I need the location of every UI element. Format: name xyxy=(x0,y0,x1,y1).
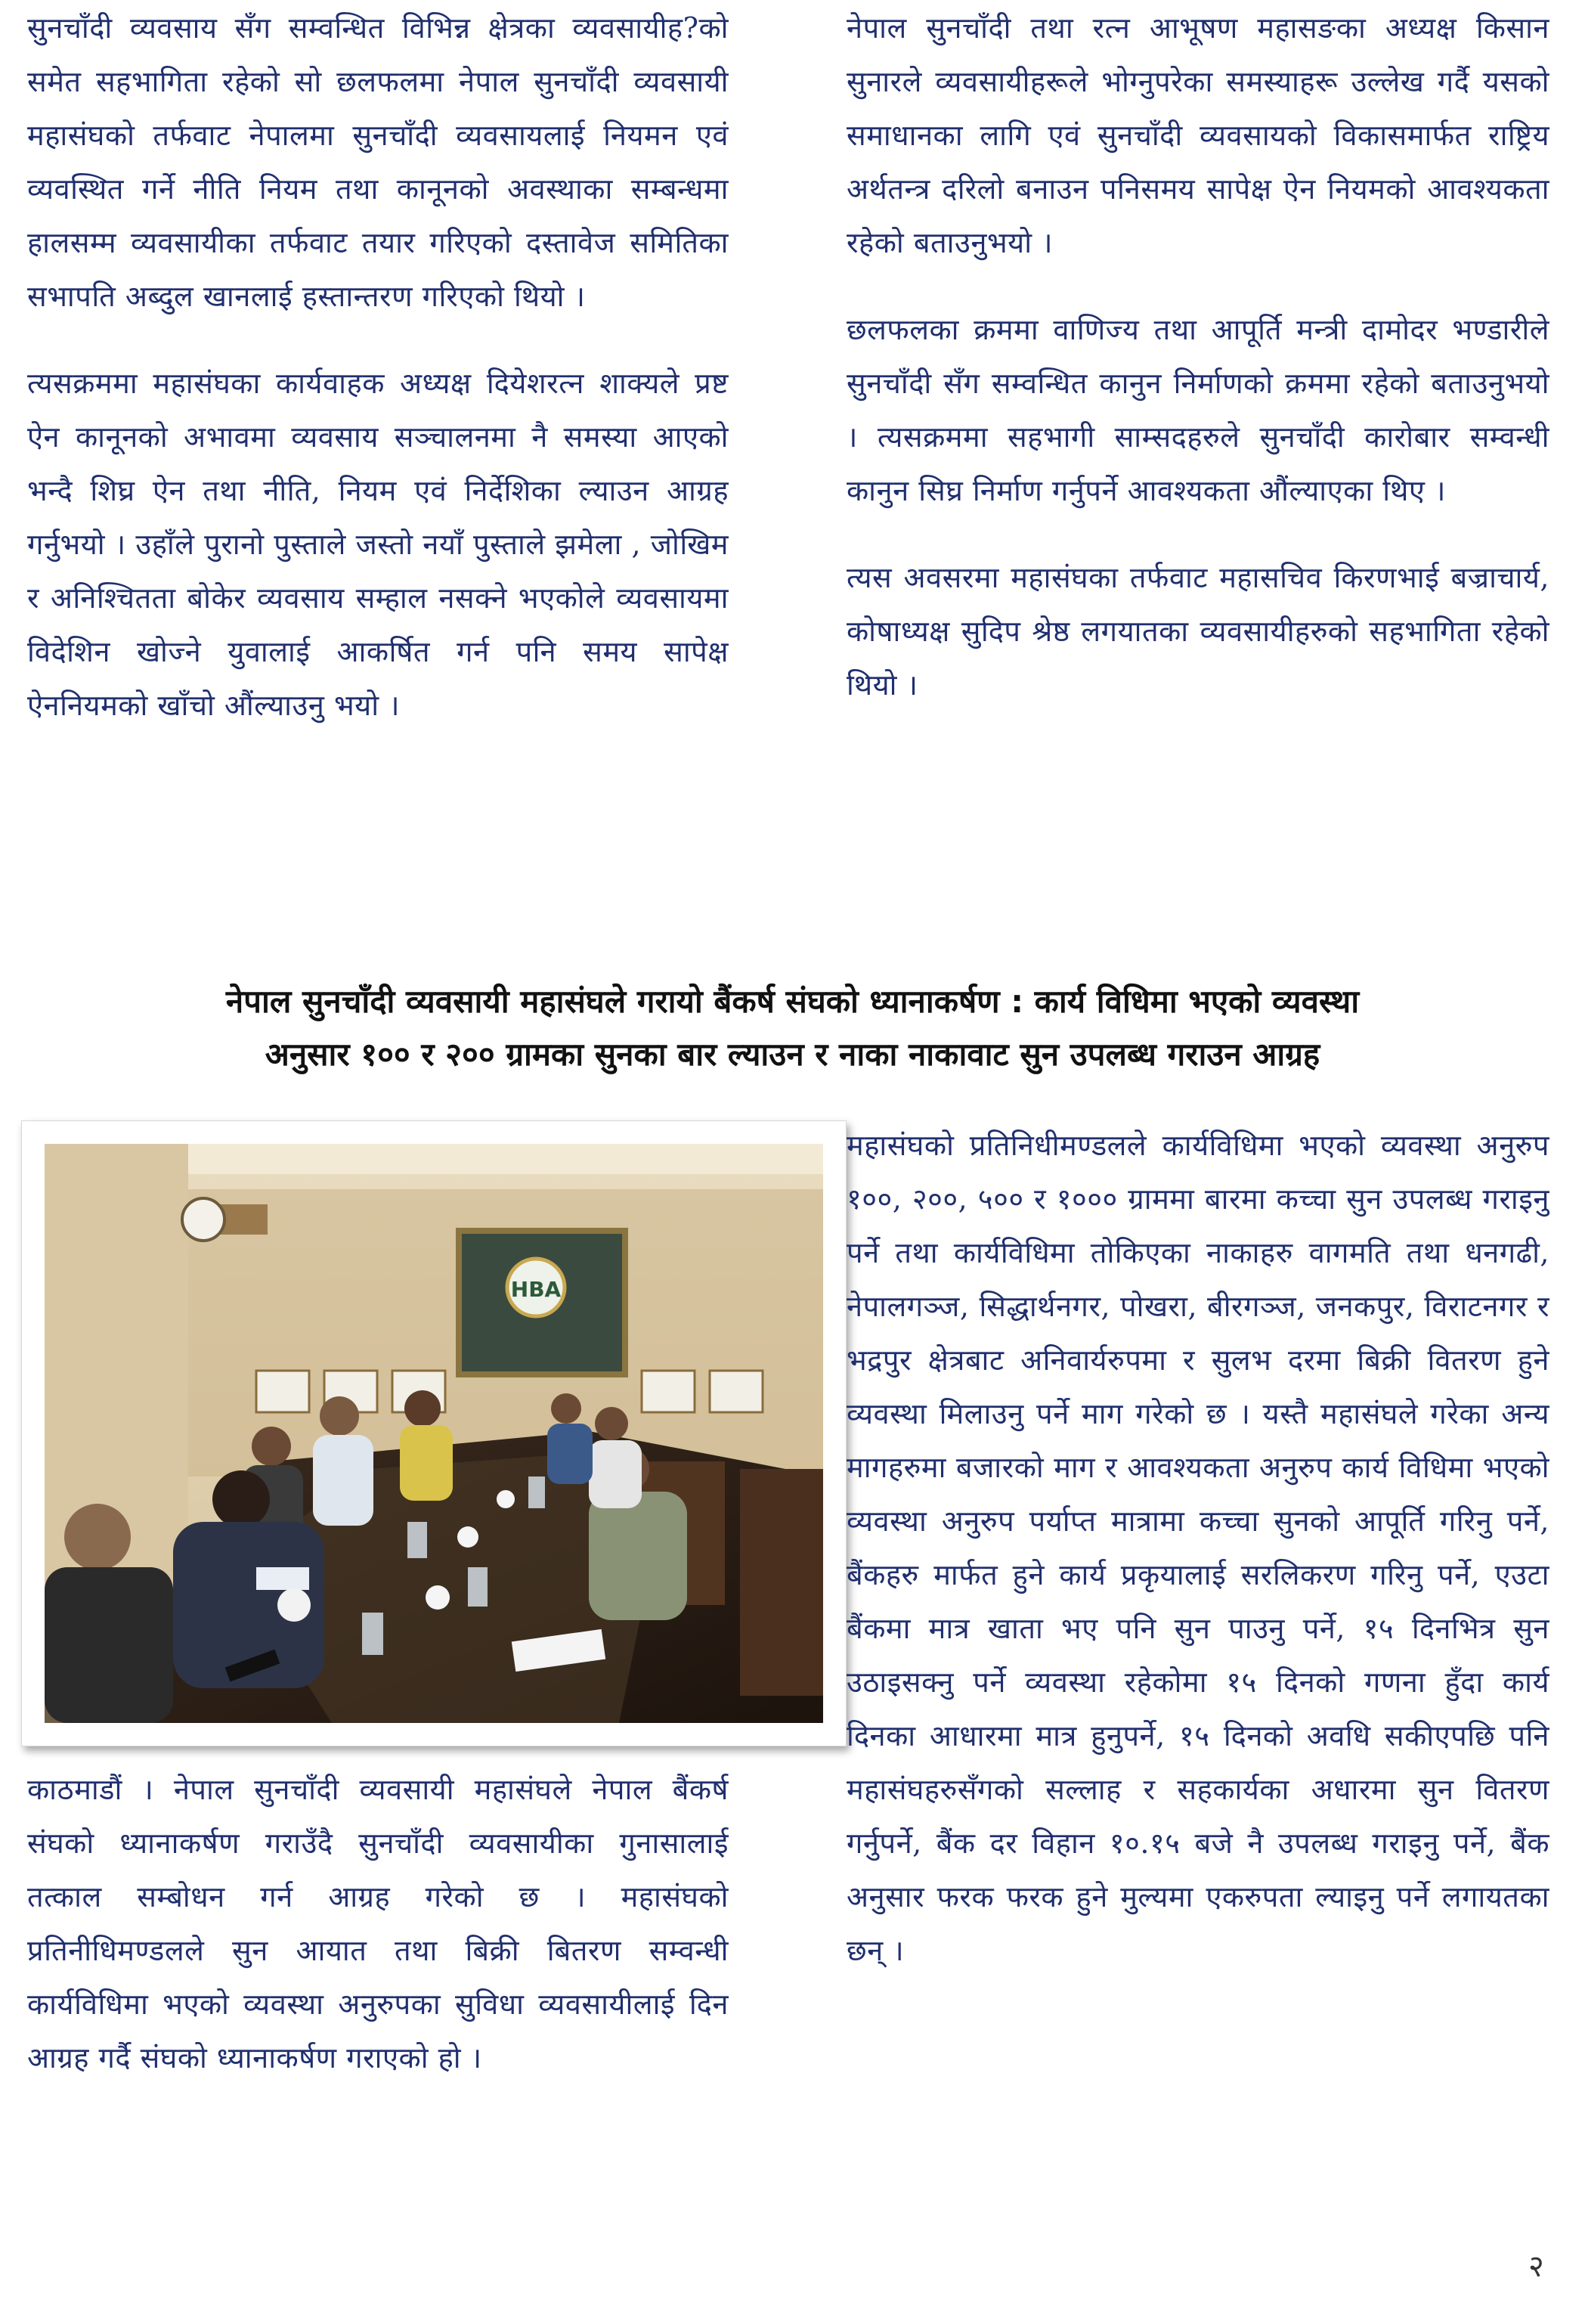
page-number: २ xyxy=(1528,2249,1544,2284)
paragraph: सुनचाँदी व्यवसाय सँग सम्वन्धित विभिन्न क्षेत्रका व्यवसायीह?को समेत सहभागिता रहेको सो छलफलमा नेपाल सुनचाँदी व्यवसायी महासंघको तर्फवाट नेपालमा सुनचाँदी व्यवसायलाई नियमन एवं व्यवस्थित गर्ने नीति नियम तथा कानूनको अवस्थाका सम्बन्धमा हालसम्म व्यवसायीका तर्फवाट तयार गरिएको दस्तावेज समितिका सभापति अब्दुल खानलाई हस्तान्तरण गरिएको थियो । xyxy=(27,11,729,313)
headline-line-1: नेपाल सुनचाँदी व्यवसायी महासंघले गरायो बैंकर्ष संघको ध्यानाकर्षण : कार्य विधिमा भएको व्यवस्था xyxy=(225,983,1360,1020)
meeting-photo xyxy=(45,1144,823,1723)
news-headline xyxy=(27,975,1558,1081)
article-column-bottom-left xyxy=(27,1763,729,2118)
headline-line-2: अनुसार १०० र २०० ग्रामका सुनका बार ल्याउन र नाका नाकावाट सुन उपलब्ध गराउन आग्रह xyxy=(265,1036,1320,1073)
paragraph: त्यसक्रममा महासंघका कार्यवाहक अध्यक्ष दियेशरत्न शाक्यले प्रष्ट ऐन कानूनको अभावमा व्यवसाय सञ्चालनमा नै समस्या आएको भन्दै शिघ्र ऐन तथा नीति, नियम एवं निर्देशिका ल्याउन आग्रह गर्नुभयो । उहाँले पुरानो पुस्ताले जस्तो नयाँ पुस्ताले झमेला , जोखिम र अनिश्चितता बोकेर व्यवसाय सम्हाल नसक्ने भएकोले व्यवसायमा विदेशिन खोज्ने युवालाई आकर्षित गर्न पनि समय सापेक्ष ऐननियमको खाँचो औंल्याउनु भयो । xyxy=(27,367,729,722)
paragraph: महासंघको प्रतिनिधीमण्डलले कार्यविधिमा भएको व्यवस्था अनुरुप १००, २००, ५०० र १००० ग्राममा बारमा कच्चा सुन उपलब्ध गराइनु पर्ने तथा कार्यविधिमा तोकिएका नाकाहरु वागमति तथा धनगढी, नेपालगञ्ज, सिद्धार्थनगर, पोखरा, बीरगञ्ज, जनकपुर, विराटनगर र भद्रपुर क्षेत्रबाट अनिवार्यरुपमा र सुलभ दरमा बिक्री वितरण हुने व्यवस्था मिलाउनु पर्ने माग गरेको छ । यस्तै महासंघले गरेका अन्य मागहरुमा बजारको माग र आवश्यकता अनुरुप कार्य विधिमा भएको व्यवस्था अनुरुप पर्याप्त मात्रामा कच्चा सुनको आपूर्ति गरिनु पर्ने, बैंकहरु मार्फत हुने कार्य प्रकृयालाई सरलिकरण गरिनु पर्ने, एउटा बैंकमा मात्र खाता भए पनि सुन पाउनु पर्ने, १५ दिनभित्र सुन उठाइसक्नु पर्ने व्यवस्था रहेकोमा १५ दिनको गणना हुँदा कार्य दिनका आधारमा मात्र हुनुपर्ने, १५ दिनको अवधि सकीएपछि पनि महासंघहरुसँगको सल्लाह र सहकार्यका अधारमा सुन वितरण गर्नुपर्ने, बैंक दर विहान १०.१५ बजे नै उपलब्ध गराइनु पर्ने, बैंक अनुसार फरक फरक हुने मुल्यमा एकरुपता ल्याइनु पर्ने लगायतका छन् । xyxy=(847,1129,1549,1967)
paragraph: छलफलका क्रममा वाणिज्य तथा आपूर्ति मन्त्री दामोदर भण्डारीले सुनचाँदी सँग सम्वन्धित कानुन निर्माणको क्रममा रहेको बताउनुभयो । त्यसक्रममा सहभागी साम्सदहरुले सुनचाँदी कारोबार सम्वन्धी कानुन सिघ्र निर्माण गर्नुपर्ने आवश्यकता औंल्याएका थिए । xyxy=(847,313,1549,507)
paragraph: नेपाल सुनचाँदी तथा रत्न आभूषण महासङका अध्यक्ष किसान सुनारले व्यवसायीहरूले भोग्नुपरेका समस्याहरू उल्लेख गर्दै यसको समाधानका लागि एवं सुनचाँदी व्यवसायको विकासमार्फत राष्ट्रिय अर्थतन्त्र दरिलो बनाउन पनिसमय सापेक्ष ऐन नियमको आवश्यकता रहेको बताउनुभयो । xyxy=(847,11,1549,259)
article-column-top-right xyxy=(847,2,1549,745)
article-column-bottom-right xyxy=(847,1119,1549,2011)
logo-text: HBA xyxy=(510,1277,562,1302)
meeting-photo-frame xyxy=(21,1120,847,1746)
paragraph: त्यस अवसरमा महासंघका तर्फवाट महासचिव किरणभाई बज्राचार्य, कोषाध्यक्ष सुदिप श्रेष्ठ लगयातका व्यवसायीहरुको सहभागिता रहेको थियो । xyxy=(847,561,1549,702)
paragraph: काठमाडौं । नेपाल सुनचाँदी व्यवसायी महासंघले नेपाल बैंकर्ष संघको ध्यानाकर्षण गराउँदै सुनचाँदी व्यवसायीका गुनासालाई तत्काल सम्बोधन गर्न आग्रह गरेको छ । महासंघको प्रतिनीधिमण्डलले सुन आयात तथा बिक्री बितरण सम्वन्धी कार्यविधिमा भएको व्यवस्था अनुरुपका सुविधा व्यवसायीलाई दिन आग्रह गर्दै संघको ध्यानाकर्षण गराएको हो । xyxy=(27,1773,729,2075)
meeting-room-illustration xyxy=(45,1144,823,1723)
article-column-top-left xyxy=(27,2,729,766)
